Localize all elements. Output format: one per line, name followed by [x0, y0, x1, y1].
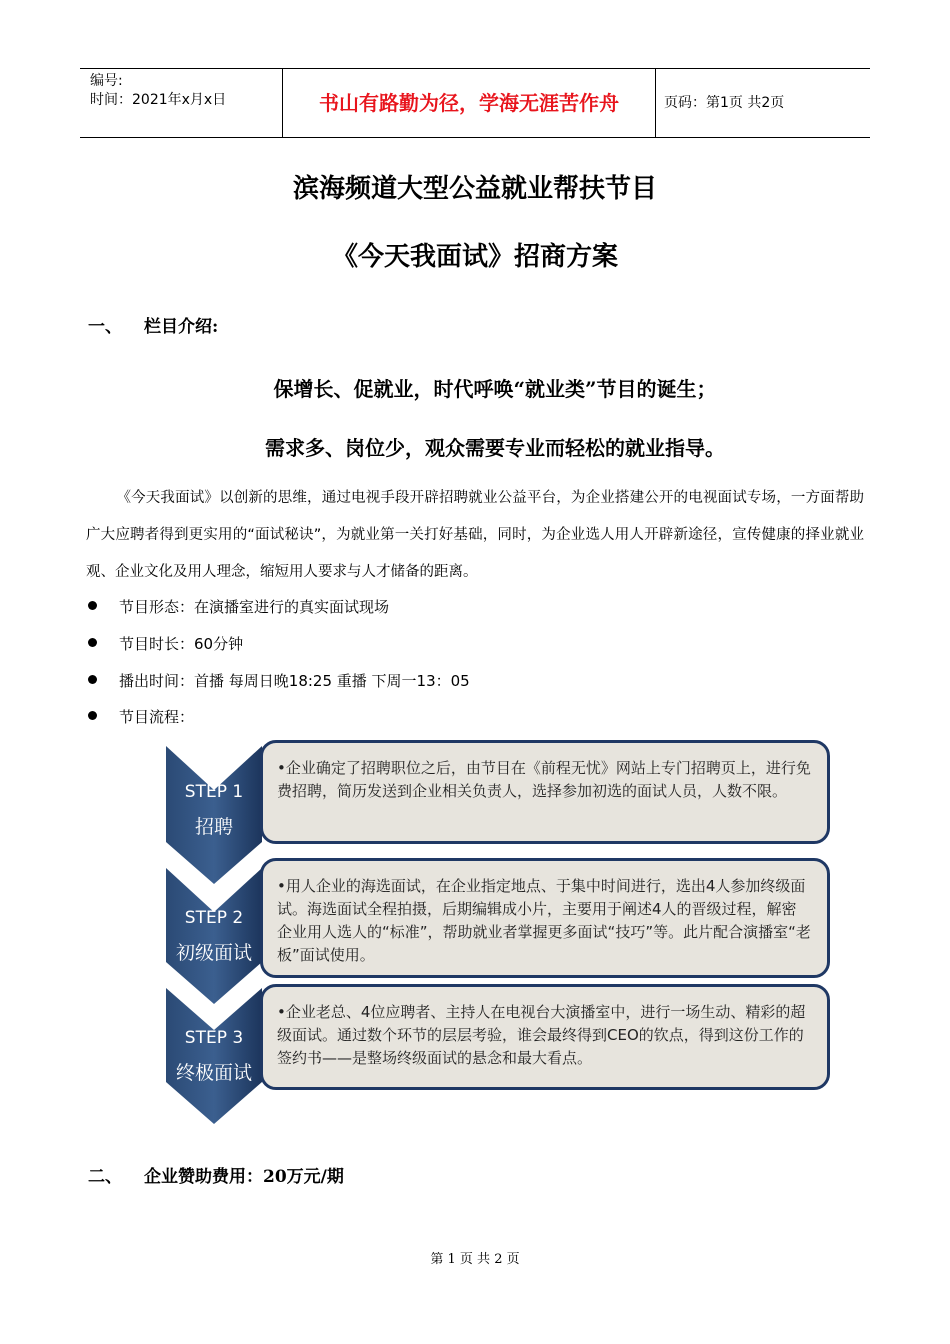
- step1-description: •企业确定了招聘职位之后，由节目在《前程无忧》网站上专门招聘页上，进行免费招聘，简历发送到企业相关负责人，选择参加初选的面试人员，人数不限。: [260, 740, 830, 844]
- step3-number: STEP 3: [184, 1028, 244, 1048]
- step3-description: •企业老总、4位应聘者、主持人在电视台大演播室中，进行一场生动、精彩的超级面试。通过数个环节的层层考验，谁会最终得到CEO的钦点，得到这份工作的签约书——是整场终级面试的悬念和最大看点。: [260, 984, 830, 1090]
- step1-label: [166, 782, 262, 839]
- bullet-text: 节目形态：在演播室进行的真实面试现场: [119, 598, 390, 616]
- intro-paragraph: 《今天我面试》以创新的思维，通过电视手段开辟招聘就业公益平台，为企业搭建公开的电视面试专场，一方面帮助广大应聘者得到更实用的“面试秘诀”，为就业第一关打好基础，同时，为企业选人用人开辟新途径，宣传健康的择业就业观、企业文化及用人理念，缩短用人要求与人才储备的距离。: [86, 490, 864, 580]
- section1-label: 栏目介绍:: [144, 317, 219, 337]
- section1-number: 一、: [88, 317, 122, 337]
- step3-label: [166, 1028, 262, 1085]
- step2-description: •用人企业的海选面试，在企业指定地点、于集中时间进行，选出4人参加终级面试。海选面试全程拍摄，后期编辑成小片，主要用于阐述4人的晋级过程，解密企业用人选人的“标准”，帮助就业者掌握更多面试“技巧”等。此片配合演播室“老板”面试使用。: [260, 858, 830, 978]
- doc-title-line2: 《今天我面试》招商方案: [331, 242, 618, 272]
- number-label: 编号:: [90, 73, 123, 89]
- page-footer: 第 1 页 共 2 页: [430, 1252, 520, 1267]
- step1-name: 招聘: [194, 816, 233, 838]
- bullet-text: 播出时间：首播 每周日晚18:25 重播 下周一13：05: [119, 672, 470, 690]
- step2-label: [166, 908, 262, 965]
- motto: 书山有路勤为径，学海无涯苦作舟: [319, 91, 619, 115]
- step2-number: STEP 2: [184, 908, 244, 928]
- section2-label: 企业赞助费用：20万元/期: [144, 1167, 344, 1187]
- page-label: 页码：第1页 共2页: [664, 95, 785, 111]
- section2-number: 二、: [88, 1167, 122, 1187]
- date-label: 时间：2021年x月x日: [90, 92, 227, 108]
- section2-heading: [88, 1162, 344, 1187]
- step1-number: STEP 1: [184, 782, 244, 802]
- step2-name: 初级面试: [175, 942, 252, 964]
- doc-title-line1: 滨海频道大型公益就业帮扶节目: [292, 174, 657, 204]
- bullet-text: 节目时长：60分钟: [119, 635, 244, 653]
- bullet-text: 节目流程：: [119, 708, 195, 726]
- slogan-1: 保增长、促就业，时代呼唤“就业类”节目的诞生；: [273, 377, 717, 401]
- slogan-2: 需求多、岗位少，观众需要专业而轻松的就业指导。: [265, 436, 725, 460]
- step3-name: 终极面试: [175, 1062, 252, 1084]
